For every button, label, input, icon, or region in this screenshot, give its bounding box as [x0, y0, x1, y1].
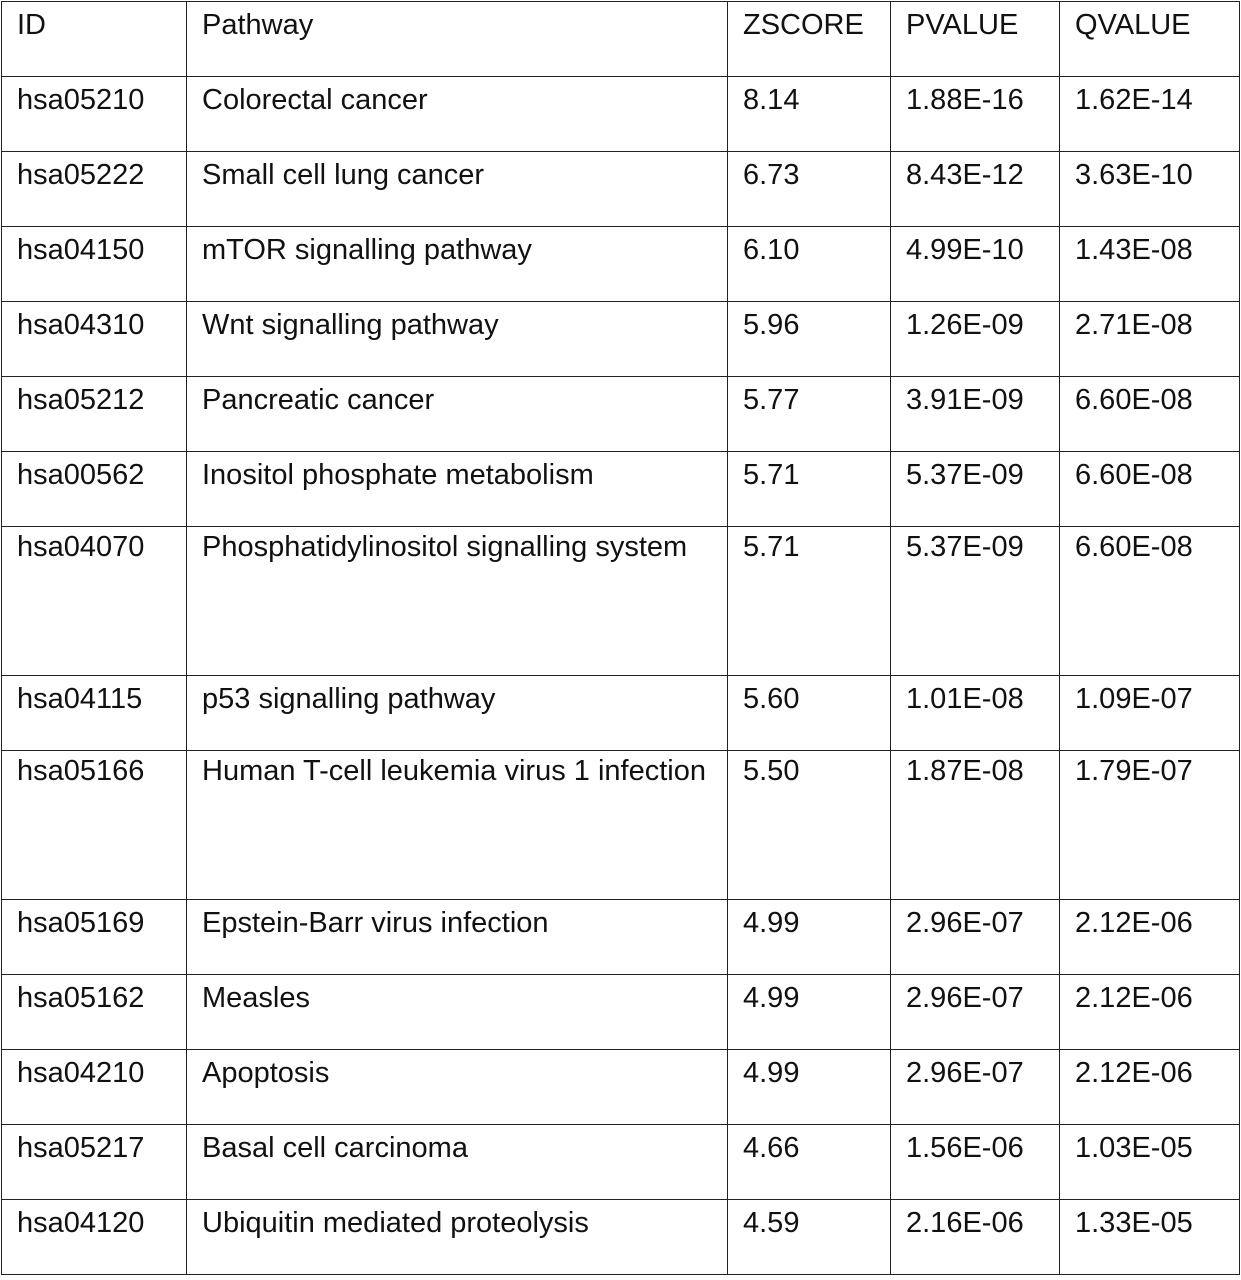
table-row	[2, 152, 1240, 227]
cell-id: hsa04210	[2, 1050, 187, 1125]
cell-pvalue: 8.43E-12	[891, 152, 1060, 227]
table-row	[2, 1125, 1240, 1200]
cell-qvalue: 3.63E-10	[1060, 152, 1240, 227]
cell-pathway: p53 signalling pathway	[187, 676, 728, 751]
cell-id-text: hsa04070	[17, 531, 145, 563]
cell-qvalue	[1060, 527, 1240, 676]
cell-id: hsa04120	[2, 1200, 187, 1275]
cell-pathway: Colorectal cancer	[187, 77, 728, 152]
cell-id: hsa05222	[2, 152, 187, 227]
cell-zscore: 4.99	[728, 1050, 891, 1125]
cell-qvalue	[1060, 751, 1240, 900]
cell-id: hsa05210	[2, 77, 187, 152]
cell-pathway	[187, 751, 728, 900]
cell-pvalue: 4.99E-10	[891, 227, 1060, 302]
cell-qvalue: 6.60E-08	[1060, 452, 1240, 527]
cell-zscore: 4.66	[728, 1125, 891, 1200]
table-row	[2, 377, 1240, 452]
cell-qvalue: 2.71E-08	[1060, 302, 1240, 377]
header-id: ID	[2, 2, 187, 77]
cell-pathway: Inositol phosphate metabolism	[187, 452, 728, 527]
cell-id-text: hsa05166	[17, 755, 145, 787]
header-pvalue: PVALUE	[891, 2, 1060, 77]
cell-qvalue: 1.33E-05	[1060, 1200, 1240, 1275]
cell-pathway: Small cell lung cancer	[187, 152, 728, 227]
cell-zscore: 5.77	[728, 377, 891, 452]
table-row	[2, 1050, 1240, 1125]
cell-id: hsa05212	[2, 377, 187, 452]
header-qvalue: QVALUE	[1060, 2, 1240, 77]
cell-id: hsa00562	[2, 452, 187, 527]
cell-pvalue: 2.96E-07	[891, 975, 1060, 1050]
cell-id: hsa04310	[2, 302, 187, 377]
table-header-row	[2, 2, 1240, 77]
cell-pathway: Apoptosis	[187, 1050, 728, 1125]
cell-zscore-text: 5.71	[743, 531, 800, 563]
cell-pvalue: 3.91E-09	[891, 377, 1060, 452]
cell-pvalue	[891, 527, 1060, 676]
table-row	[2, 302, 1240, 377]
cell-id: hsa04115	[2, 676, 187, 751]
table-row	[2, 975, 1240, 1050]
header-zscore: ZSCORE	[728, 2, 891, 77]
cell-zscore: 5.71	[728, 452, 891, 527]
cell-pvalue: 1.56E-06	[891, 1125, 1060, 1200]
cell-id: hsa05169	[2, 900, 187, 975]
cell-pathway: Wnt signalling pathway	[187, 302, 728, 377]
cell-zscore: 8.14	[728, 77, 891, 152]
cell-pathway: Ubiquitin mediated proteolysis	[187, 1200, 728, 1275]
table-row	[2, 1200, 1240, 1275]
cell-qvalue: 6.60E-08	[1060, 377, 1240, 452]
pathway-enrichment-table	[1, 1, 1240, 1275]
cell-pvalue: 1.26E-09	[891, 302, 1060, 377]
cell-zscore	[728, 751, 891, 900]
cell-id: hsa05162	[2, 975, 187, 1050]
cell-pathway-text: Phosphatidylinositol signalling system	[202, 531, 688, 563]
cell-id: hsa04150	[2, 227, 187, 302]
table-body	[2, 77, 1240, 1275]
cell-zscore: 4.59	[728, 1200, 891, 1275]
cell-zscore: 5.96	[728, 302, 891, 377]
cell-pvalue: 1.01E-08	[891, 676, 1060, 751]
cell-id	[2, 751, 187, 900]
cell-qvalue: 1.03E-05	[1060, 1125, 1240, 1200]
cell-pvalue-text: 5.37E-09	[906, 531, 1024, 563]
cell-zscore: 6.10	[728, 227, 891, 302]
cell-pvalue-text: 1.87E-08	[906, 755, 1024, 787]
cell-pathway	[187, 527, 728, 676]
cell-pathway-text: Human T-cell leukemia virus 1 infection	[202, 755, 706, 787]
cell-qvalue-text: 1.79E-07	[1075, 755, 1193, 787]
cell-pathway: Pancreatic cancer	[187, 377, 728, 452]
cell-qvalue: 2.12E-06	[1060, 1050, 1240, 1125]
cell-qvalue-text: 6.60E-08	[1075, 531, 1193, 563]
cell-id: hsa05217	[2, 1125, 187, 1200]
cell-pvalue: 2.96E-07	[891, 1050, 1060, 1125]
table-row	[2, 227, 1240, 302]
cell-qvalue: 1.09E-07	[1060, 676, 1240, 751]
cell-zscore	[728, 527, 891, 676]
cell-pvalue: 1.88E-16	[891, 77, 1060, 152]
cell-zscore: 5.60	[728, 676, 891, 751]
cell-pathway: Basal cell carcinoma	[187, 1125, 728, 1200]
cell-pvalue: 5.37E-09	[891, 452, 1060, 527]
table-row	[2, 751, 1240, 900]
cell-pvalue	[891, 751, 1060, 900]
table-row	[2, 77, 1240, 152]
cell-pathway: Epstein-Barr virus infection	[187, 900, 728, 975]
cell-zscore: 4.99	[728, 900, 891, 975]
cell-pathway: mTOR signalling pathway	[187, 227, 728, 302]
cell-pvalue: 2.96E-07	[891, 900, 1060, 975]
table-row	[2, 900, 1240, 975]
table-row	[2, 527, 1240, 676]
cell-pathway: Measles	[187, 975, 728, 1050]
header-pathway: Pathway	[187, 2, 728, 77]
cell-qvalue: 1.62E-14	[1060, 77, 1240, 152]
cell-pvalue: 2.16E-06	[891, 1200, 1060, 1275]
cell-zscore-text: 5.50	[743, 755, 800, 787]
cell-id	[2, 527, 187, 676]
cell-zscore: 6.73	[728, 152, 891, 227]
cell-qvalue: 2.12E-06	[1060, 975, 1240, 1050]
cell-zscore: 4.99	[728, 975, 891, 1050]
cell-qvalue: 2.12E-06	[1060, 900, 1240, 975]
cell-qvalue: 1.43E-08	[1060, 227, 1240, 302]
